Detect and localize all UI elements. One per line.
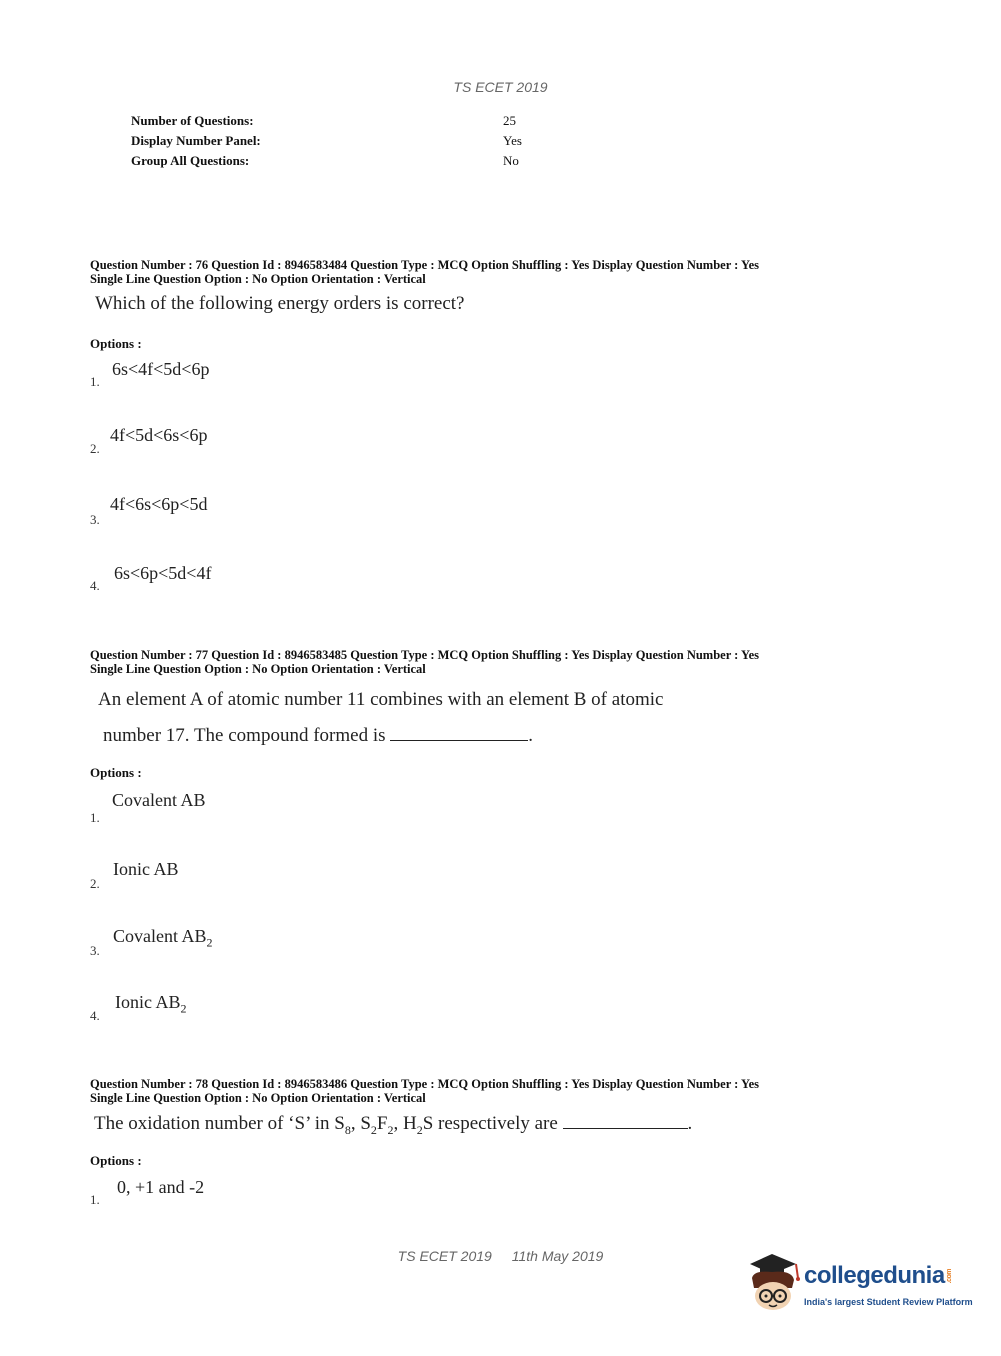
question-meta-line: Question Number : 76 Question Id : 8946583484 Question Type : MCQ Option Shuffling : Yes Display Question Number : Yes (90, 258, 760, 272)
option-text: 6s<6p<5d<4f (114, 563, 212, 583)
logo-name (804, 1262, 953, 1290)
option-text-main: Ionic AB (115, 992, 181, 1012)
question-text-part: S respectively are (422, 1113, 558, 1134)
option-number: 4. (90, 578, 100, 593)
answer-blank (390, 724, 528, 741)
option-number: 1. (90, 1192, 100, 1207)
question-text (94, 1112, 692, 1138)
logo-wordmark: collegedunia (804, 1262, 945, 1289)
options-label: Options : (90, 765, 142, 780)
question-text-part: F (376, 1113, 388, 1134)
subscript: 2 (416, 1122, 423, 1137)
question-meta-line: Single Line Question Option : No Option Orientation : Vertical (90, 1091, 426, 1105)
question-meta-line: Question Number : 78 Question Id : 8946583486 Question Type : MCQ Option Shuffling : Yes Display Question Number : Yes (90, 1077, 760, 1091)
option-text: 0, +1 and -2 (117, 1177, 205, 1197)
option-text: 4f<5d<6s<6p (110, 425, 208, 445)
option-number: 2. (90, 876, 100, 891)
meta-row (131, 113, 551, 129)
question-meta (90, 648, 890, 676)
question-text-part: The oxidation number of ‘S’ in S (94, 1113, 345, 1134)
option-text: 6s<4f<5d<6p (112, 359, 210, 379)
meta-row (131, 133, 551, 149)
subscript: 2 (370, 1122, 377, 1137)
question-text: number 17. The compound formed is (103, 725, 386, 746)
option-number: 3. (90, 943, 100, 958)
mascot-icon (742, 1250, 804, 1320)
option-number: 3. (90, 512, 100, 527)
question-meta (90, 1077, 890, 1105)
options-label: Options : (90, 336, 142, 351)
option-number: 1. (90, 810, 100, 825)
meta-label: Group All Questions: (131, 153, 250, 168)
question-text-end: . (687, 1113, 693, 1134)
question-text-line (103, 724, 533, 747)
option-subscript: 2 (206, 935, 213, 950)
footer-exam: TS ECET 2019 (397, 1248, 492, 1264)
page-header: TS ECET 2019 (453, 79, 548, 95)
option-number: 2. (90, 441, 100, 456)
subscript: 8 (344, 1122, 351, 1137)
subscript: 2 (387, 1122, 394, 1137)
logo-tagline: India's largest Student Review Platform (804, 1297, 973, 1307)
option-number: 1. (90, 374, 100, 389)
question-text-part: , S (350, 1113, 371, 1134)
option-subscript: 2 (180, 1001, 187, 1016)
option-text: Ionic AB (113, 859, 179, 879)
option-number: 4. (90, 1008, 100, 1023)
meta-label: Display Number Panel: (131, 133, 261, 148)
meta-row (131, 153, 551, 169)
question-meta-line: Single Line Question Option : No Option Orientation : Vertical (90, 272, 426, 286)
option-text (113, 926, 213, 951)
option-text (115, 992, 187, 1017)
logo-dot-com: .com (945, 1268, 953, 1283)
meta-value: 25 (503, 113, 516, 128)
collegedunia-logo (742, 1250, 972, 1320)
question-text: Which of the following energy orders is correct? (95, 293, 465, 314)
meta-label: Number of Questions: (131, 113, 254, 128)
question-meta (90, 258, 890, 286)
question-text: An element A of atomic number 11 combines with an element B of atomic (98, 689, 664, 710)
option-text: Covalent AB (112, 790, 206, 810)
option-text: 4f<6s<6p<5d (110, 494, 208, 514)
question-text-end: . (528, 725, 533, 746)
question-meta-line: Question Number : 77 Question Id : 8946583485 Question Type : MCQ Option Shuffling : Yes Display Question Number : Yes (90, 648, 760, 662)
options-label: Options : (90, 1153, 142, 1168)
answer-blank (563, 1112, 688, 1129)
meta-value: No (503, 153, 519, 168)
meta-value: Yes (503, 133, 522, 148)
option-text-main: Covalent AB (113, 926, 207, 946)
question-meta-line: Single Line Question Option : No Option Orientation : Vertical (90, 662, 426, 676)
footer-date: 11th May 2019 (511, 1248, 604, 1264)
question-text-part: , H (393, 1113, 417, 1134)
